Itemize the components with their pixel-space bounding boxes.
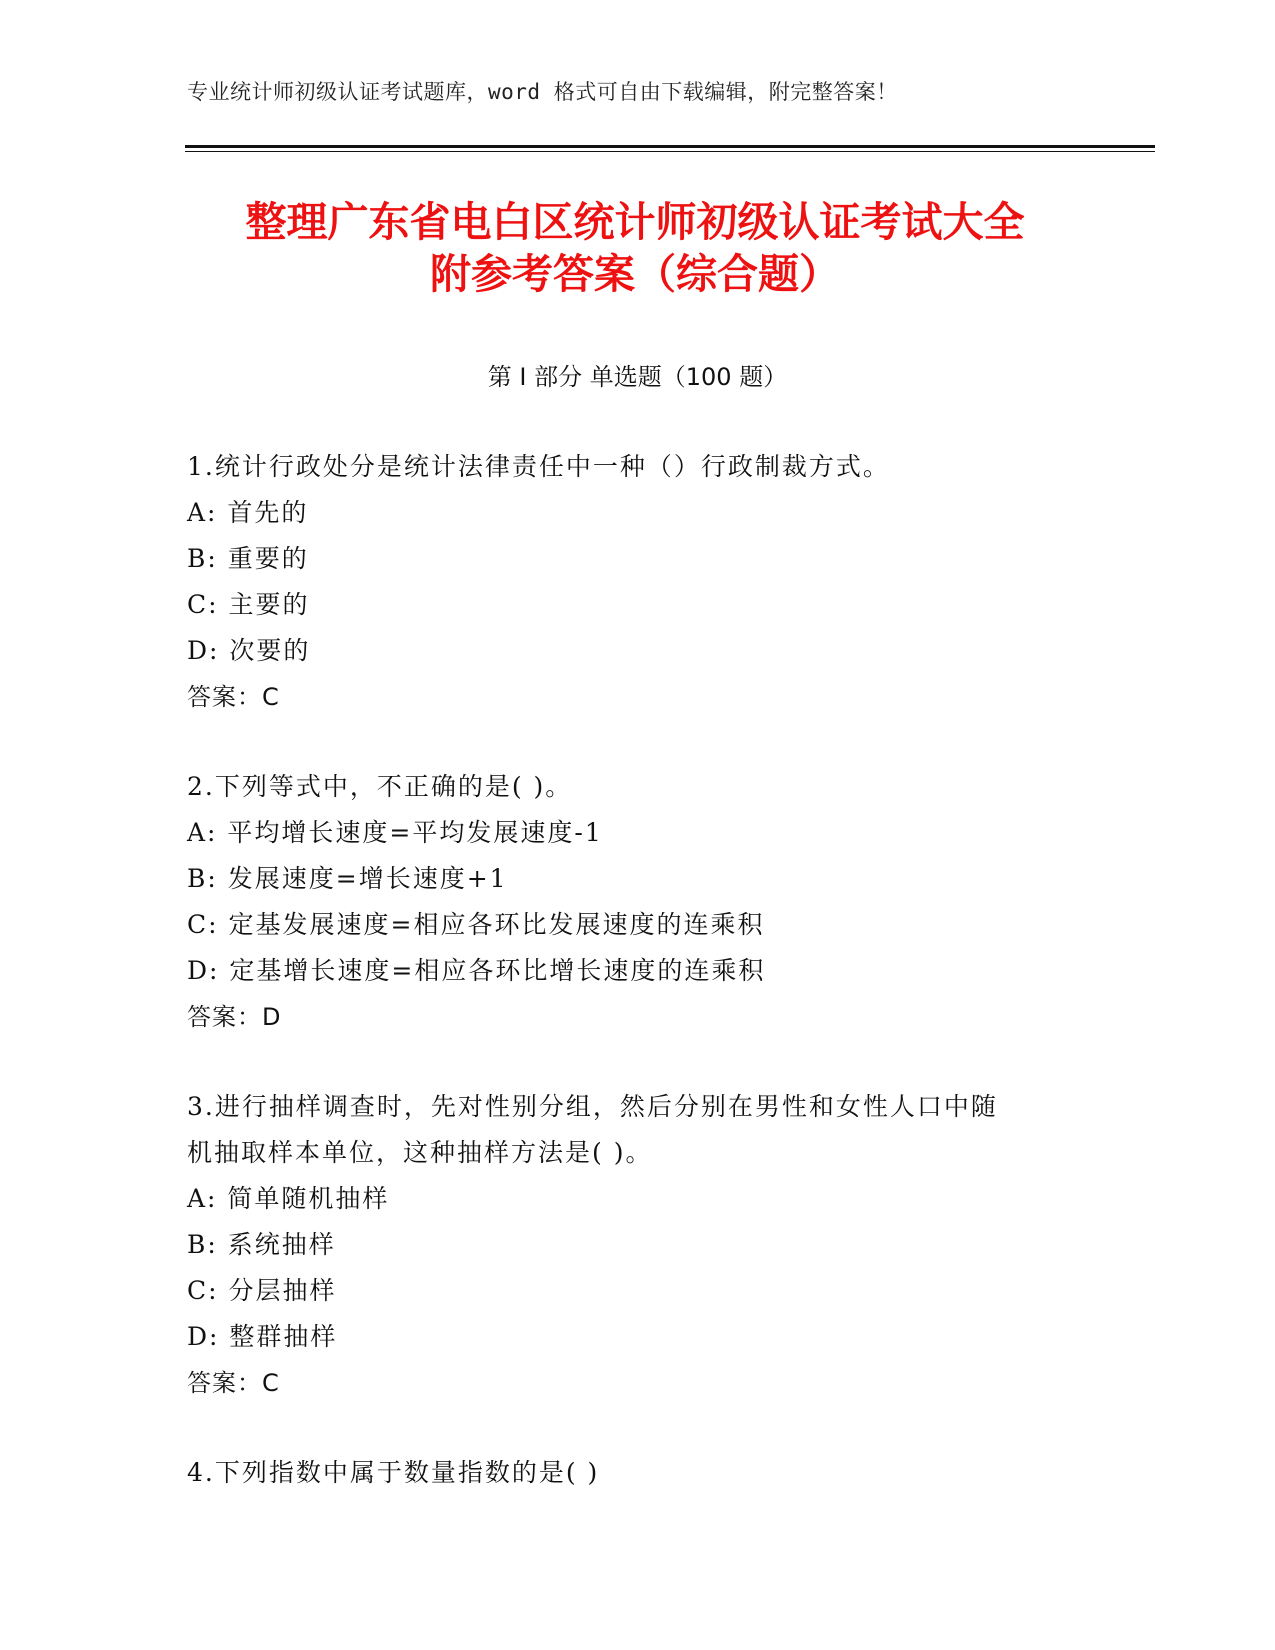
option-b: B: 重要的 xyxy=(187,544,309,573)
header-note: 专业统计师初级认证考试题库，word 格式可自由下载编辑，附完整答案！ xyxy=(187,80,898,104)
question-stem-line-2: 机抽取样本单位，这种抽样方法是( )。 xyxy=(187,1138,653,1167)
option-a: A: 首先的 xyxy=(187,498,309,527)
question-stem: 2.下列等式中，不正确的是( )。 xyxy=(187,772,573,801)
option-c: C: 分层抽样 xyxy=(187,1276,337,1305)
question-stem-line-1: 3.进行抽样调查时，先对性别分组，然后分别在男性和女性人口中随 xyxy=(187,1092,998,1121)
question-list xyxy=(187,444,1087,1496)
answer: 答案：D xyxy=(187,1003,282,1031)
option-b: B: 系统抽样 xyxy=(187,1230,336,1259)
question-stem: 4.下列指数中属于数量指数的是( ) xyxy=(187,1458,600,1487)
option-c: C: 主要的 xyxy=(187,590,310,619)
option-a: A: 平均增长速度=平均发展速度-1 xyxy=(187,818,603,847)
option-c: C: 定基发展速度=相应各环比发展速度的连乘积 xyxy=(187,910,765,939)
option-d: D: 整群抽样 xyxy=(187,1322,338,1351)
header-rule-thick xyxy=(185,145,1155,148)
answer: 答案：C xyxy=(187,1369,280,1397)
option-a: A: 简单随机抽样 xyxy=(187,1184,390,1213)
question-1 xyxy=(187,444,1087,720)
section-title: 第 I 部分 单选题（100 题） xyxy=(487,363,788,391)
question-3 xyxy=(187,1084,1087,1406)
question-2 xyxy=(187,764,1087,1040)
option-b: B: 发展速度=增长速度+1 xyxy=(187,864,508,893)
document-title-line-1: 整理广东省电白区统计师初级认证考试大全 xyxy=(245,198,1025,246)
question-4 xyxy=(187,1450,1087,1496)
header-rule-thin xyxy=(185,151,1155,152)
document-title xyxy=(185,196,1085,300)
question-stem: 1.统计行政处分是统计法律责任中一种（）行政制裁方式。 xyxy=(187,452,890,481)
option-d: D: 次要的 xyxy=(187,636,311,665)
document-title-line-2: 附参考答案（综合题） xyxy=(430,250,840,298)
option-d: D: 定基增长速度=相应各环比增长速度的连乘积 xyxy=(187,956,766,985)
answer: 答案：C xyxy=(187,683,280,711)
